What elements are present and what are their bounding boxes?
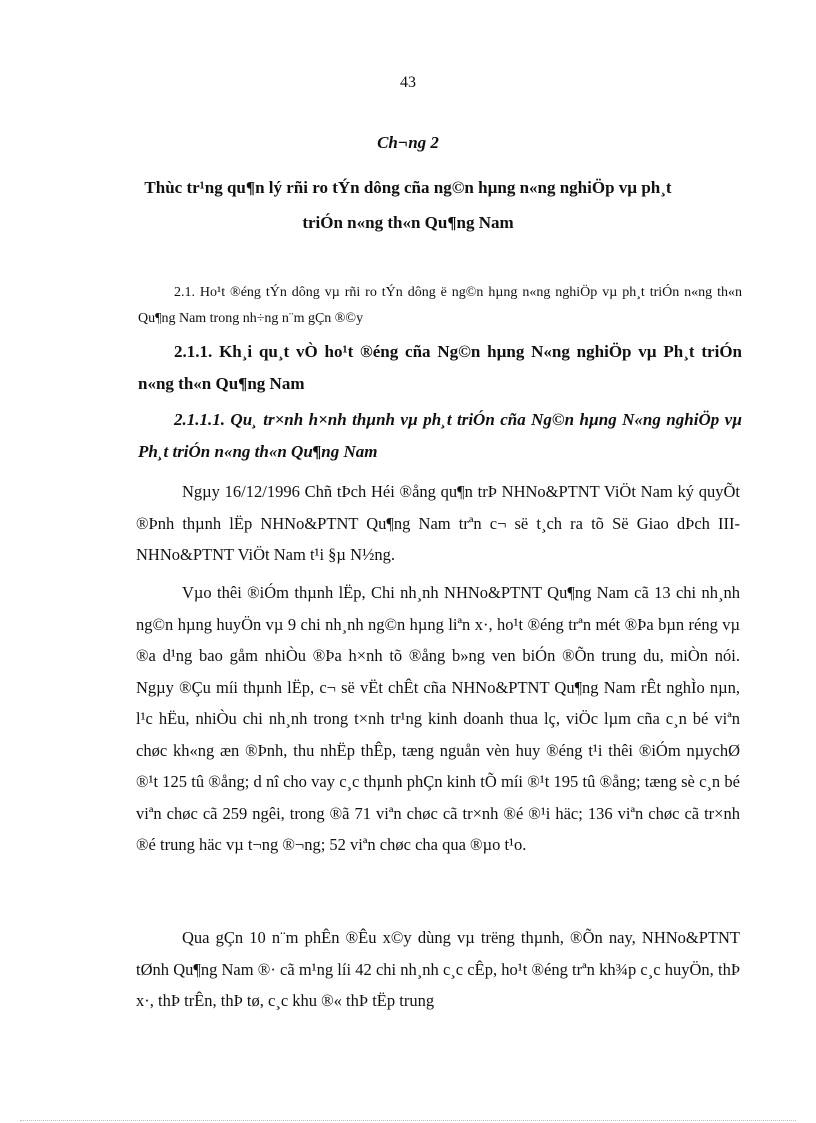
subsubsection-heading: 2.1.1.1. Qu¸ tr×nh h×nh thµnh vµ ph¸t triÓn cña Ng©n hµng N«ng nghiÖp vµ Ph¸t triÓn n«ng th«n Qu¶ng Nam <box>138 410 742 461</box>
body-paragraph: Qua gÇn 10 n¨m phÊn ®Êu x©y dùng vµ trëng thµnh, ®Õn nay, NHNo&PTNT tØnh Qu¶ng Nam ®· cã m¹ng líi 42 chi nh¸nh c¸c cÊp, ho¹t ®éng trªn kh¾p c¸c huyÖn, thÞ x·, thÞ trÊn, thÞ tø, c¸c khu ®« thÞ tËp trung <box>136 928 740 1010</box>
subsection-heading: 2.1.1. Kh¸i qu¸t vÒ ho¹t ®éng cña Ng©n hµng N«ng nghiÖp vµ Ph¸t triÓn n«ng th«n Qu¶ng Nam <box>138 342 742 393</box>
body-paragraph: Vµo thêi ®iÓm thµnh lËp, Chi nh¸nh NHNo&PTNT Qu¶ng Nam cã 13 chi nh¸nh ng©n hµng huyÖn vµ 9 chi nh¸nh ng©n hµng liªn x·, ho¹t ®éng trªn mét ®Þa bµn réng vµ ®a d¹ng bao gåm nhiÒu ®Þa h×nh tõ ®ång b»ng ven biÓn ®Õn trung du, miÒn nói. Ngµy ®Çu míi thµnh lËp, c¬ së vËt chÊt cña NHNo&PTNT Qu¶ng Nam rÊt nghÌo nµn, l¹c hËu, nhiÒu chi nh¸nh trong t×nh tr¹ng kinh doanh thua lç, viÖc lµm cña c¸n bé viªn chøc kh«ng æn ®Þnh, thu nhËp thÊp, tæng nguån vèn huy ®éng t¹i thêi ®iÓm nµychØ ®¹t 125 tû ®ång; d nî cho vay c¸c thµnh phÇn kinh tÕ míi ®¹t 195 tû ®ång; tæng sè c¸n bé viªn chøc cã 259 ngêi, trong ®ã 71 viªn chøc cã tr×nh ®é ®¹i häc; 136 viªn chøc cã tr×nh ®é trung häc vµ t¬ng ®¬ng; 52 viªn chøc cha qua ®µo t¹o. <box>136 583 740 854</box>
chapter-title: Thùc tr¹ng qu¶n lý rñi ro tÝn dông cña ng©n hµng n«ng nghiÖp vµ ph¸t triÓn n«ng th«n Qu¶ng Nam <box>144 178 672 232</box>
page-number: 43 <box>400 74 416 91</box>
page-bottom-divider <box>20 1120 796 1121</box>
chapter-label: Ch¬ng 2 <box>377 133 439 152</box>
section-heading: 2.1. Ho¹t ®éng tÝn dông vµ rñi ro tÝn dông ë ng©n hµng n«ng nghiÖp vµ ph¸t triÓn n«ng th«n Qu¶ng Nam trong nh÷ng n¨m gÇn ®©y <box>138 285 742 326</box>
body-paragraph: Ngµy 16/12/1996 Chñ tÞch Héi ®ång qu¶n trÞ NHNo&PTNT ViÖt Nam ký quyÕt ®Þnh thµnh lËp NHNo&PTNT Qu¶ng Nam trªn c¬ së t¸ch ra tõ Së Giao dÞch III- NHNo&PTNT ViÖt Nam t¹i §µ N½ng. <box>136 482 740 564</box>
